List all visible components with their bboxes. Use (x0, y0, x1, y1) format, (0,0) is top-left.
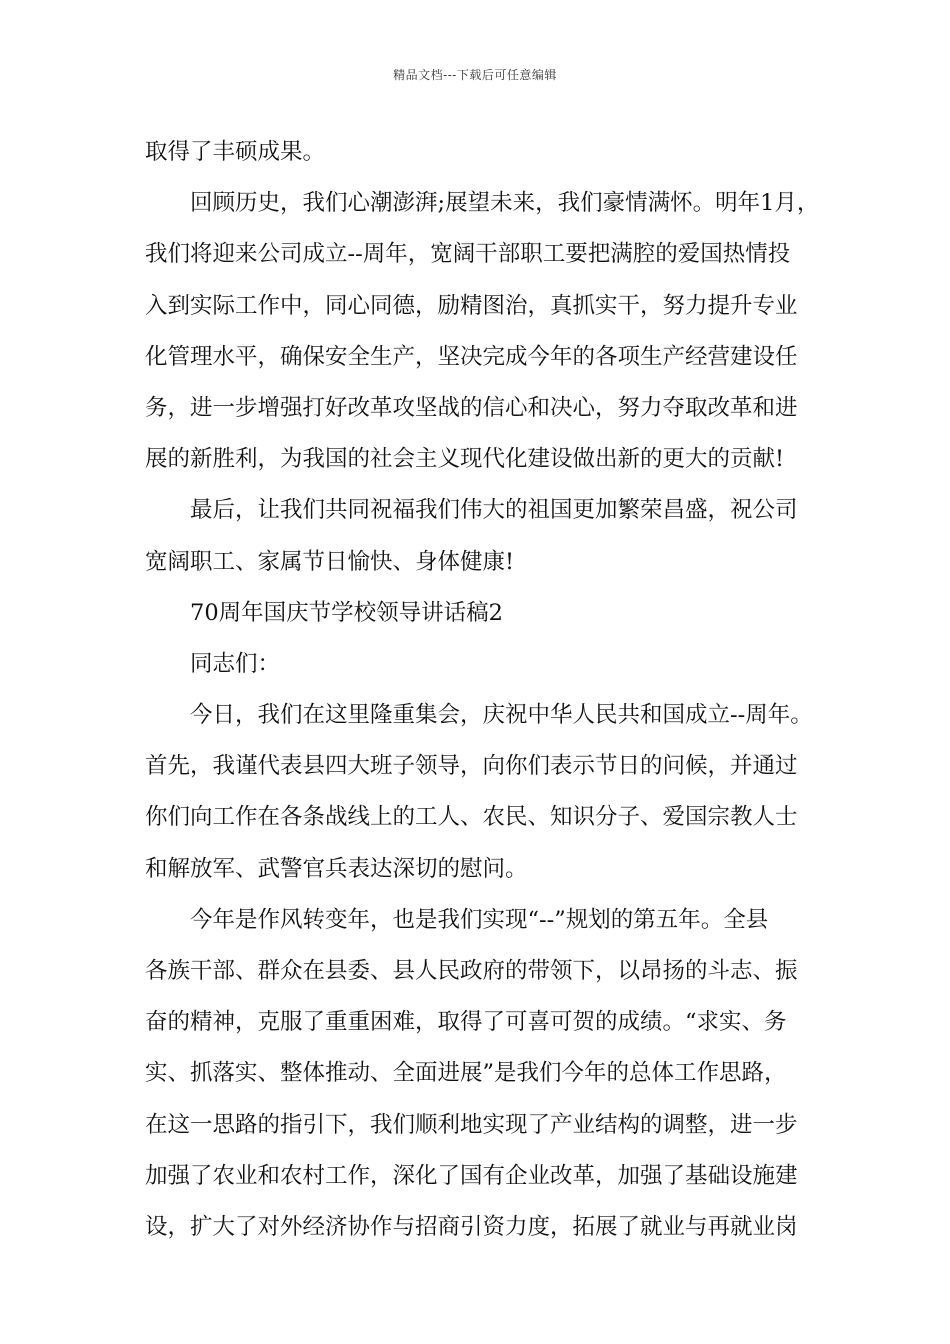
text-line: 化管理水平，确保安全生产，坚决完成今年的各项生产经营建设任 (145, 343, 798, 370)
text-line: 各族干部、群众在县委、县人民政府的带领下，以昂扬的斗志、振 (145, 958, 798, 984)
text-line: 首先，我谨代表县四大班子领导，向你们表示节日的问候，并通过 (145, 753, 798, 780)
text-line: 务，进一步增强打好改革攻坚战的信心和决心，努力夺取改革和进 (145, 394, 798, 421)
document-body (145, 127, 820, 1253)
text-line: 今年是作风转变年，也是我们实现“--”规划的第五年。全县 (190, 906, 769, 933)
text-line: 实、抓落实、整体推动、全面进展”是我们今年的总体工作思路， (145, 1060, 787, 1087)
text-line: 宽阔职工、家属节日愉快、身体健康! (145, 548, 515, 575)
text-line: 回顾历史，我们心潮澎湃;展望未来，我们豪情满怀。明年1月， (190, 190, 820, 217)
text-line: 今日，我们在这里隆重集会，庆祝中华人民共和国成立--周年。 (190, 702, 813, 729)
text-line: 最后，让我们共同祝福我们伟大的祖国更加繁荣昌盛，祝公司 (190, 497, 798, 524)
text-line: 在这一思路的指引下，我们顺利地实现了产业结构的调整，进一步 (145, 1111, 798, 1138)
text-line: 奋的精神，克服了重重困难，取得了可喜可贺的成绩。“求实、务 (145, 1009, 787, 1036)
text-line: 加强了农业和农村工作，深化了国有企业改革，加强了基础设施建 (145, 1162, 798, 1189)
page-header: 精品文档---下载后可任意编辑 (393, 68, 557, 82)
text-line: 入到实际工作中，同心同德，励精图治，真抓实干，努力提升专业 (145, 292, 798, 319)
text-line: 你们向工作在各条战线上的工人、农民、知识分子、爱国宗教人士 (145, 804, 798, 831)
text-line: 设，扩大了对外经济协作与招商引资力度，拓展了就业与再就业岗 (145, 1213, 798, 1240)
text-line: 和解放军、武警官兵表达深切的慰问。 (145, 855, 528, 882)
section-title: 70周年国庆节学校领导讲话稿2 (190, 599, 503, 626)
salutation: 同志们： (190, 650, 281, 677)
text-line: 展的新胜利，为我国的社会主义现代化建设做出新的更大的贡献! (145, 446, 785, 473)
text-line: 我们将迎来公司成立--周年，宽阔干部职工要把满腔的爱国热情投 (145, 241, 791, 268)
text-line: 取得了丰硕成果。 (145, 139, 326, 165)
